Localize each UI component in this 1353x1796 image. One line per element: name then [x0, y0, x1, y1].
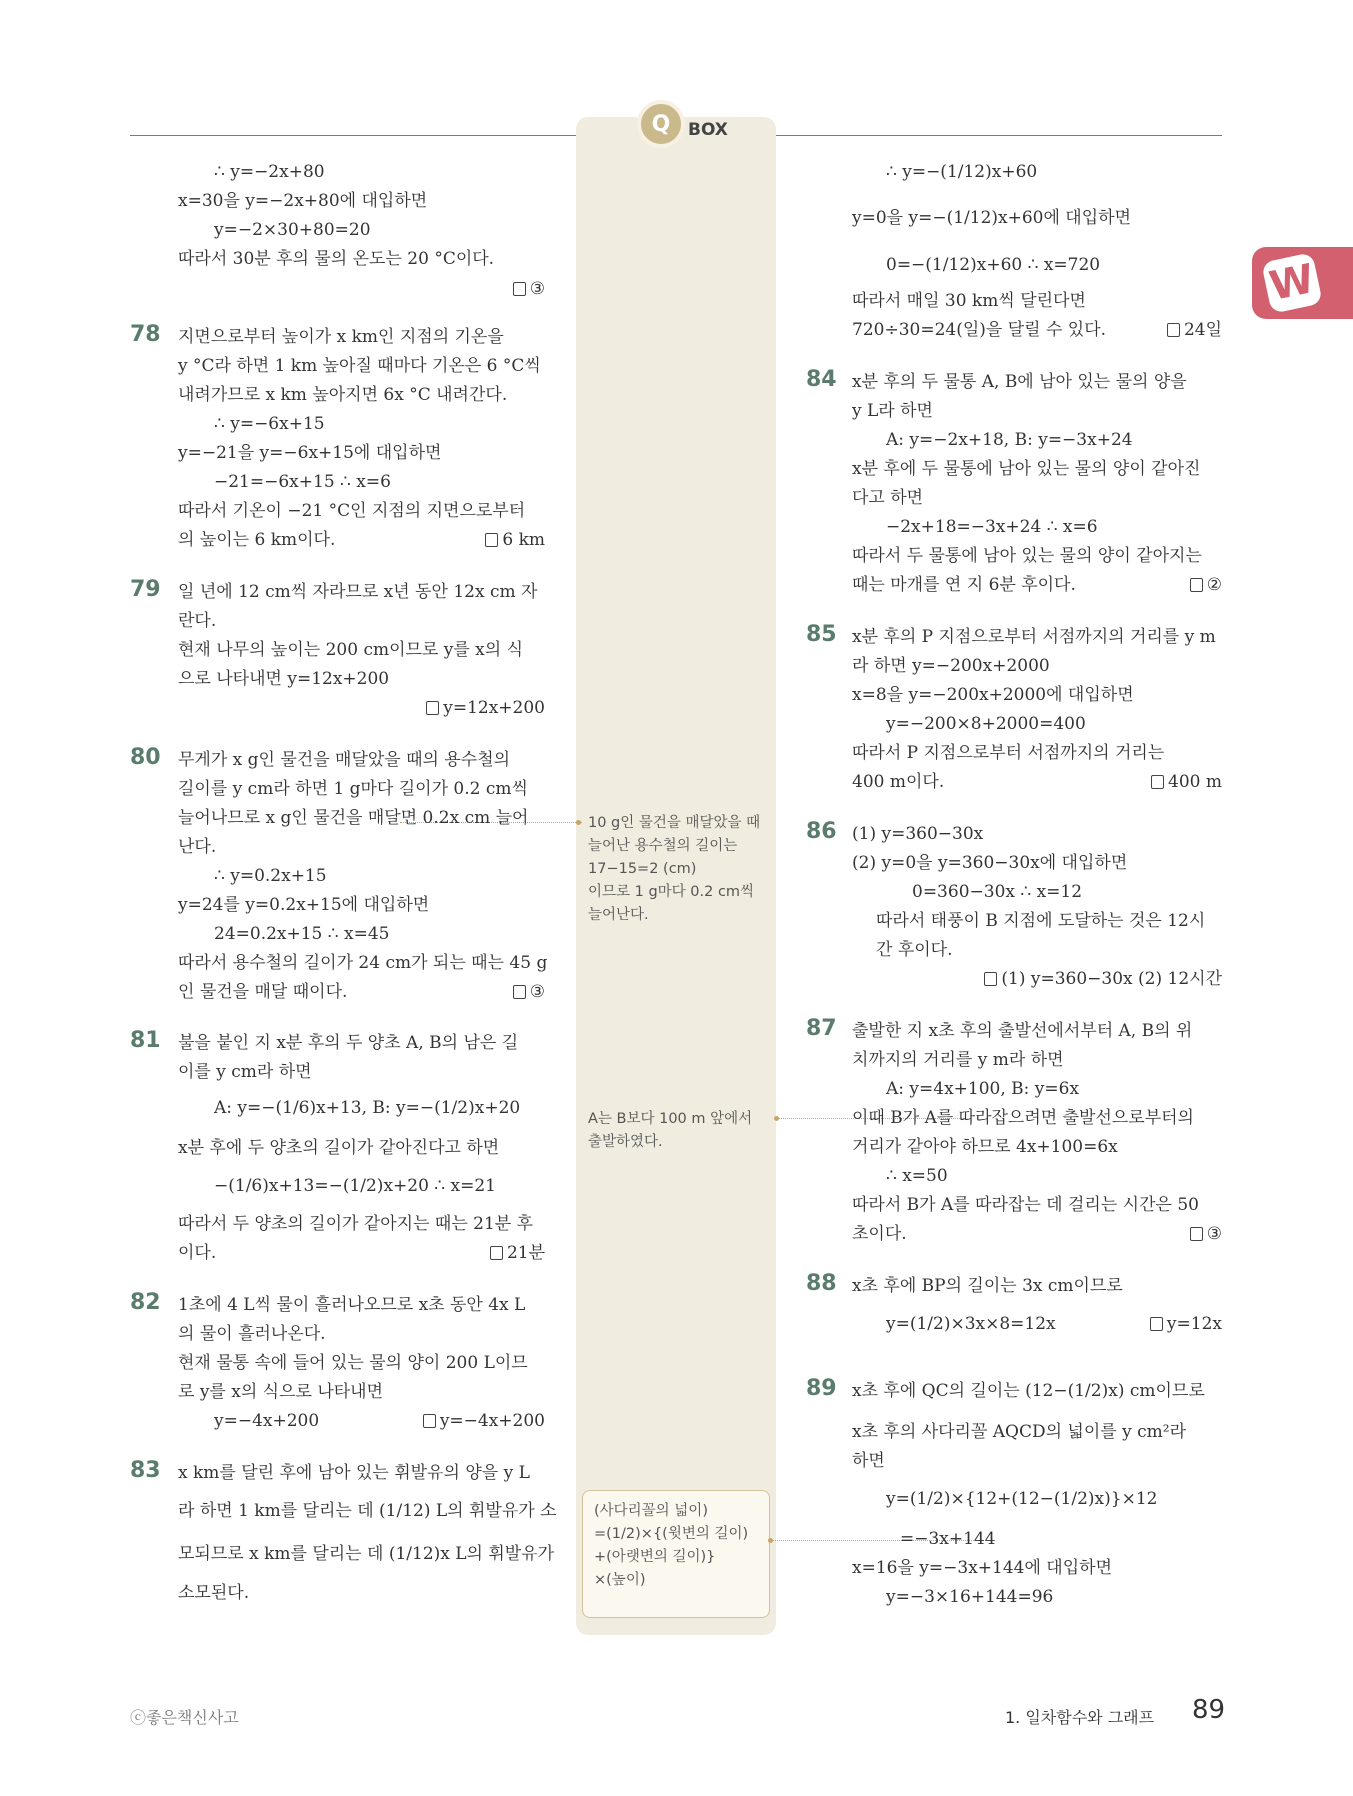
answer-icon — [426, 701, 439, 715]
solution-line: −2x+18=−3x+24 ∴ x=6 — [886, 517, 1098, 537]
answer-icon — [1190, 1227, 1203, 1241]
solution-line: 따라서 매일 30 km씩 달린다면 — [852, 291, 1086, 311]
answer-mark — [1150, 1313, 1222, 1335]
answer-mark — [1151, 771, 1222, 793]
solution-line: 따라서 태풍이 B 지점에 도달하는 것은 12시 — [876, 911, 1206, 931]
w-icon: W — [1261, 252, 1323, 314]
problem-number: 81 — [130, 1028, 161, 1053]
answer-mark — [1167, 319, 1222, 341]
answer-icon — [984, 972, 997, 986]
solution-line: 라 하면 1 km를 달리는 데 (1/12) L의 휘발유가 소 — [178, 1501, 557, 1521]
solution-line: 일 년에 12 cm씩 자라므로 x년 동안 12x cm 자 — [178, 582, 538, 602]
solution-line: 소모된다. — [178, 1583, 250, 1603]
section-tab — [1252, 247, 1353, 319]
solution-line: x km를 달린 후에 남아 있는 휘발유의 양을 y L — [178, 1463, 530, 1483]
solution-line: A: y=4x+100, B: y=6x — [886, 1079, 1080, 1099]
solution-line: ∴ y=−(1/12)x+60 — [886, 162, 1038, 182]
solution-line: y=24를 y=0.2x+15에 대입하면 — [178, 895, 430, 915]
answer-text: ③ — [529, 982, 545, 1002]
note-line: +(아랫변의 길이)} — [594, 1549, 716, 1565]
problem-number: 78 — [130, 322, 161, 347]
answer-icon — [1151, 775, 1164, 789]
answer-icon — [485, 533, 498, 547]
problem-number: 83 — [130, 1458, 161, 1483]
note-line: ×(높이) — [594, 1572, 646, 1588]
solution-line: 이다. — [178, 1243, 217, 1263]
note-spring-dot — [576, 820, 581, 825]
solution-line: 이때 B가 A를 따라잡으려면 출발선으로부터의 — [852, 1108, 1194, 1128]
solution-line: 따라서 두 물통에 남아 있는 물의 양이 같아지는 — [852, 546, 1202, 566]
answer-icon — [490, 1246, 503, 1260]
solution-line: x분 후의 두 물통 A, B에 남아 있는 물의 양을 — [852, 372, 1187, 392]
problem-number: 80 — [130, 745, 161, 770]
solution-line: 하면 — [852, 1451, 885, 1471]
problem-number: 79 — [130, 577, 161, 602]
answer-text: y=−4x+200 — [439, 1411, 545, 1431]
answer-text: y=12x+200 — [443, 698, 545, 718]
solution-line: y °C라 하면 1 km 높아질 때마다 기온은 6 °C씩 — [178, 356, 541, 376]
problem-number: 85 — [806, 622, 837, 647]
solution-line: 0=−(1/12)x+60 ∴ x=720 — [886, 255, 1101, 275]
solution-line: 길이를 y cm라 하면 1 g마다 길이가 0.2 cm씩 — [178, 779, 528, 799]
note-trapezoid — [594, 1500, 748, 1592]
problem-number: 89 — [806, 1376, 837, 1401]
solution-line: 따라서 기온이 −21 °C인 지점의 지면으로부터 — [178, 501, 526, 521]
note-line: 17−15=2 (cm) — [588, 861, 697, 877]
solution-line: 0=360−30x ∴ x=12 — [912, 882, 1083, 902]
solution-line: 현재 물통 속에 들어 있는 물의 양이 200 L이므 — [178, 1353, 528, 1373]
answer-text: (1) y=360−30x (2) 12시간 — [1001, 969, 1222, 989]
answer-icon — [1167, 323, 1180, 337]
solution-line: −(1/6)x+13=−(1/2)x+20 ∴ x=21 — [214, 1176, 496, 1196]
note-line: 10 g인 물건을 매달았을 때 — [588, 815, 761, 831]
answer-text: y=12x — [1166, 1314, 1222, 1334]
solution-line: 현재 나무의 높이는 200 cm이므로 y를 x의 식 — [178, 640, 524, 660]
answer-mark — [423, 1410, 545, 1432]
solution-line: y=(1/2)×3x×8=12x — [886, 1314, 1056, 1334]
answer-text: 400 m — [1168, 772, 1222, 792]
solution-line: 모되므로 x km를 달리는 데 (1/12)x L의 휘발유가 — [178, 1544, 555, 1564]
note-line: 이므로 1 g마다 0.2 cm씩 — [588, 884, 755, 900]
solution-line: =−3x+144 — [900, 1529, 996, 1549]
solution-line: y=0을 y=−(1/12)x+60에 대입하면 — [852, 208, 1131, 228]
q-badge-icon: Q — [637, 100, 685, 148]
note-line: 출발하였다. — [588, 1134, 663, 1150]
answer-text: 21분 — [506, 1243, 545, 1263]
answer-icon — [1190, 578, 1203, 592]
answer-icon — [513, 282, 526, 296]
chapter-title: 1. 일차함수와 그래프 — [1005, 1708, 1155, 1727]
solution-line: 1초에 4 L씩 물이 흘러나오므로 x초 동안 4x L — [178, 1295, 526, 1315]
solution-line: y=−3×16+144=96 — [886, 1587, 1054, 1607]
note-line: 늘어난 용수철의 길이는 — [588, 838, 738, 854]
solution-line: 로 y를 x의 식으로 나타내면 — [178, 1382, 384, 1402]
solution-line: −21=−6x+15 ∴ x=6 — [214, 472, 391, 492]
solution-line: 라 하면 y=−200x+2000 — [852, 656, 1050, 676]
solution-line: A: y=−(1/6)x+13, B: y=−(1/2)x+20 — [214, 1098, 521, 1118]
solution-line: x=16을 y=−3x+144에 대입하면 — [852, 1558, 1112, 1578]
answer-mark — [1190, 574, 1222, 596]
answer-mark — [513, 981, 545, 1003]
header-rule-right — [776, 135, 1222, 136]
solution-line: y=−200×8+2000=400 — [886, 714, 1086, 734]
header-rule-left — [130, 135, 576, 136]
solution-line: A: y=−2x+18, B: y=−3x+24 — [886, 430, 1133, 450]
solution-line: 무게가 x g인 물건을 매달았을 때의 용수철의 — [178, 750, 511, 770]
solution-line: ∴ y=−2x+80 — [214, 162, 325, 182]
qbox-label: BOX — [688, 120, 728, 140]
solution-line: 720÷30=24(일)을 달릴 수 있다. — [852, 320, 1107, 340]
problem-number: 84 — [806, 367, 837, 392]
solution-line: 따라서 P 지점으로부터 서점까지의 거리는 — [852, 743, 1165, 763]
solution-line: y=(1/2)×{12+(12−(1/2)x)}×12 — [886, 1489, 1158, 1509]
solution-line: 간 후이다. — [876, 940, 953, 960]
answer-mark — [490, 1242, 545, 1264]
solution-line: x분 후에 두 물통에 남아 있는 물의 양이 같아진 — [852, 459, 1201, 479]
answer-icon — [423, 1414, 436, 1428]
solution-line: 인 물건을 매달 때이다. — [178, 982, 348, 1002]
copyright: ⓒ좋은책신사고 — [130, 1708, 239, 1727]
problem-number: 86 — [806, 819, 837, 844]
solution-line: 따라서 용수철의 길이가 24 cm가 되는 때는 45 g — [178, 953, 548, 973]
note-line: 늘어난다. — [588, 907, 649, 923]
solution-line: 24=0.2x+15 ∴ x=45 — [214, 924, 390, 944]
note-spring — [588, 812, 760, 927]
solution-line: (1) y=360−30x — [852, 824, 984, 844]
solution-line: 이를 y cm라 하면 — [178, 1062, 312, 1082]
solution-line: 란다. — [178, 611, 217, 631]
solution-line: 때는 마개를 연 지 6분 후이다. — [852, 575, 1076, 595]
problem-number: 88 — [806, 1271, 837, 1296]
solution-line: 따라서 30분 후의 물의 온도는 20 °C이다. — [178, 249, 495, 269]
solution-line: 난다. — [178, 837, 217, 857]
solution-line: 초이다. — [852, 1224, 907, 1244]
solution-line: y=−4x+200 — [214, 1411, 320, 1431]
solution-line: x=8을 y=−200x+2000에 대입하면 — [852, 685, 1134, 705]
answer-mark — [426, 697, 545, 719]
solution-line: y L라 하면 — [852, 401, 933, 421]
note-line: =(1/2)×{(윗변의 길이) — [594, 1526, 749, 1542]
solution-line: 내려가므로 x km 높아지면 6x °C 내려간다. — [178, 385, 508, 405]
solution-line: 늘어나므로 x g인 물건을 매달면 0.2x cm 늘어 — [178, 808, 529, 828]
solution-line: x초 후의 사다리꼴 AQCD의 넓이를 y cm²라 — [852, 1422, 1186, 1442]
solution-line: x초 후에 QC의 길이는 (12−(1/2)x) cm이므로 — [852, 1381, 1205, 1401]
answer-mark — [1190, 1223, 1222, 1245]
answer-mark — [513, 278, 545, 300]
answer-text: ③ — [1206, 1224, 1222, 1244]
solution-line: 의 높이는 6 km이다. — [178, 530, 336, 550]
solution-line: 거리가 같아야 하므로 4x+100=6x — [852, 1137, 1118, 1157]
solution-line: x초 후에 BP의 길이는 3x cm이므로 — [852, 1276, 1123, 1296]
answer-icon — [513, 985, 526, 999]
solution-line: 400 m이다. — [852, 772, 945, 792]
note-line: (사다리꼴의 넓이) — [594, 1503, 708, 1519]
page-number: 89 — [1192, 1695, 1226, 1725]
note-trapezoid-dot — [768, 1538, 773, 1543]
answer-icon — [1150, 1317, 1163, 1331]
solution-line: ∴ x=50 — [886, 1166, 948, 1186]
solution-line: x=30을 y=−2x+80에 대입하면 — [178, 191, 428, 211]
solution-line: 다고 하면 — [852, 488, 924, 508]
solution-line: x분 후의 P 지점으로부터 서점까지의 거리를 y m — [852, 627, 1216, 647]
solution-line: 의 물이 흘러나온다. — [178, 1324, 326, 1344]
note-candle — [588, 1108, 752, 1154]
solution-line: 으로 나타내면 y=12x+200 — [178, 669, 390, 689]
solution-line: (2) y=0을 y=360−30x에 대입하면 — [852, 853, 1128, 873]
solution-line: 치까지의 거리를 y m라 하면 — [852, 1050, 1064, 1070]
solution-line: x분 후에 두 양초의 길이가 같아진다고 하면 — [178, 1138, 500, 1158]
solution-line: 따라서 두 양초의 길이가 같아지는 때는 21분 후 — [178, 1214, 534, 1234]
note-candle-dot — [774, 1116, 779, 1121]
answer-text: 6 km — [502, 530, 545, 550]
answer-mark — [485, 529, 545, 551]
note-line: A는 B보다 100 m 앞에서 — [588, 1111, 753, 1127]
answer-text: 24일 — [1183, 320, 1222, 340]
problem-number: 82 — [130, 1290, 161, 1315]
solution-line: 따라서 B가 A를 따라잡는 데 걸리는 시간은 50 — [852, 1195, 1199, 1215]
answer-text: ② — [1206, 575, 1222, 595]
answer-mark — [984, 968, 1222, 990]
solution-line: ∴ y=−6x+15 — [214, 414, 325, 434]
solution-line: y=−21을 y=−6x+15에 대입하면 — [178, 443, 442, 463]
problem-number: 87 — [806, 1016, 837, 1041]
solution-line: y=−2×30+80=20 — [214, 220, 371, 240]
solution-line: 지면으로부터 높이가 x km인 지점의 기온을 — [178, 327, 504, 347]
solution-line: ∴ y=0.2x+15 — [214, 866, 327, 886]
solution-line: 불을 붙인 지 x분 후의 두 양초 A, B의 남은 길 — [178, 1033, 519, 1053]
solution-line: 출발한 지 x초 후의 출발선에서부터 A, B의 위 — [852, 1021, 1193, 1041]
answer-text: ③ — [529, 279, 545, 299]
